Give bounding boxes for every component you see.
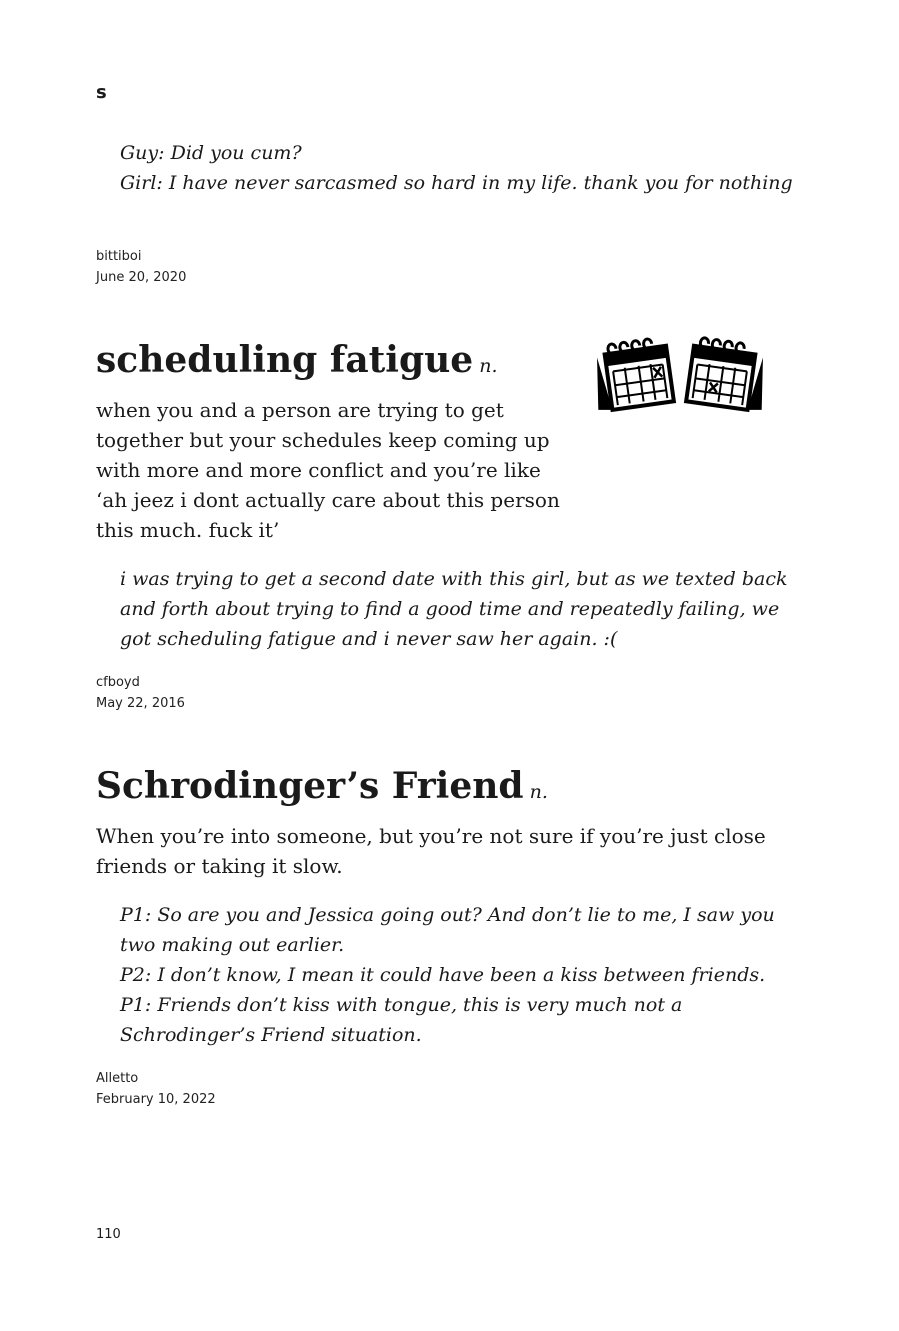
entry-meta xyxy=(96,246,186,288)
example-line: P2: I don’t know, I mean it could have been a kiss between friends. xyxy=(120,964,766,986)
entry-definition: When you’re into someone, but you’re not sure if you’re just close friends or taking it slow. xyxy=(96,824,766,878)
entry-date: May 22, 2016 xyxy=(96,696,185,711)
example-line: P1: Friends don’t kiss with tongue, this is very much not a Schrodinger’s Friend situation. xyxy=(120,994,683,1046)
entry-example xyxy=(120,138,800,198)
example-line: i was trying to get a second date with this girl, but as we texted back and forth about trying to find a good time and repeatedly failing, we got scheduling fatigue and i never saw her again. :( xyxy=(120,568,788,650)
calendar-icon xyxy=(686,337,768,412)
headword-text: Schrodinger’s Friend xyxy=(96,765,524,807)
headword-text: scheduling fatigue xyxy=(96,339,474,381)
page-number: 110 xyxy=(96,1227,121,1242)
entry-author: Alletto xyxy=(96,1071,139,1086)
entry-example xyxy=(120,900,800,1050)
calendar-icon xyxy=(596,337,674,412)
section-letter: s xyxy=(96,82,107,103)
calendar-illustration xyxy=(596,336,768,416)
part-of-speech: n. xyxy=(479,355,498,377)
part-of-speech: n. xyxy=(529,781,548,803)
entry-date: June 20, 2020 xyxy=(96,270,187,285)
entry-author: bittiboi xyxy=(96,249,142,264)
example-line: Guy: Did you cum? xyxy=(120,142,302,164)
entry-definition: when you and a person are trying to get together but your schedules keep coming up with more and more conflict and you’re like ‘ah jeez i dont actually care about this person this much. fuck it’ xyxy=(96,398,560,542)
entry-date: February 10, 2022 xyxy=(96,1092,216,1107)
entry-example xyxy=(120,564,800,654)
entry-author: cfboyd xyxy=(96,675,140,690)
entry-headword xyxy=(96,338,498,388)
calendar-icons xyxy=(596,336,768,416)
example-line: P1: So are you and Jessica going out? And don’t lie to me, I saw you two making out earlier. xyxy=(120,904,775,956)
entry-meta xyxy=(96,1068,216,1110)
example-line: Girl: I have never sarcasmed so hard in my life. thank you for nothing xyxy=(120,172,793,194)
entry-headword xyxy=(96,764,548,814)
entry-meta xyxy=(96,672,185,714)
